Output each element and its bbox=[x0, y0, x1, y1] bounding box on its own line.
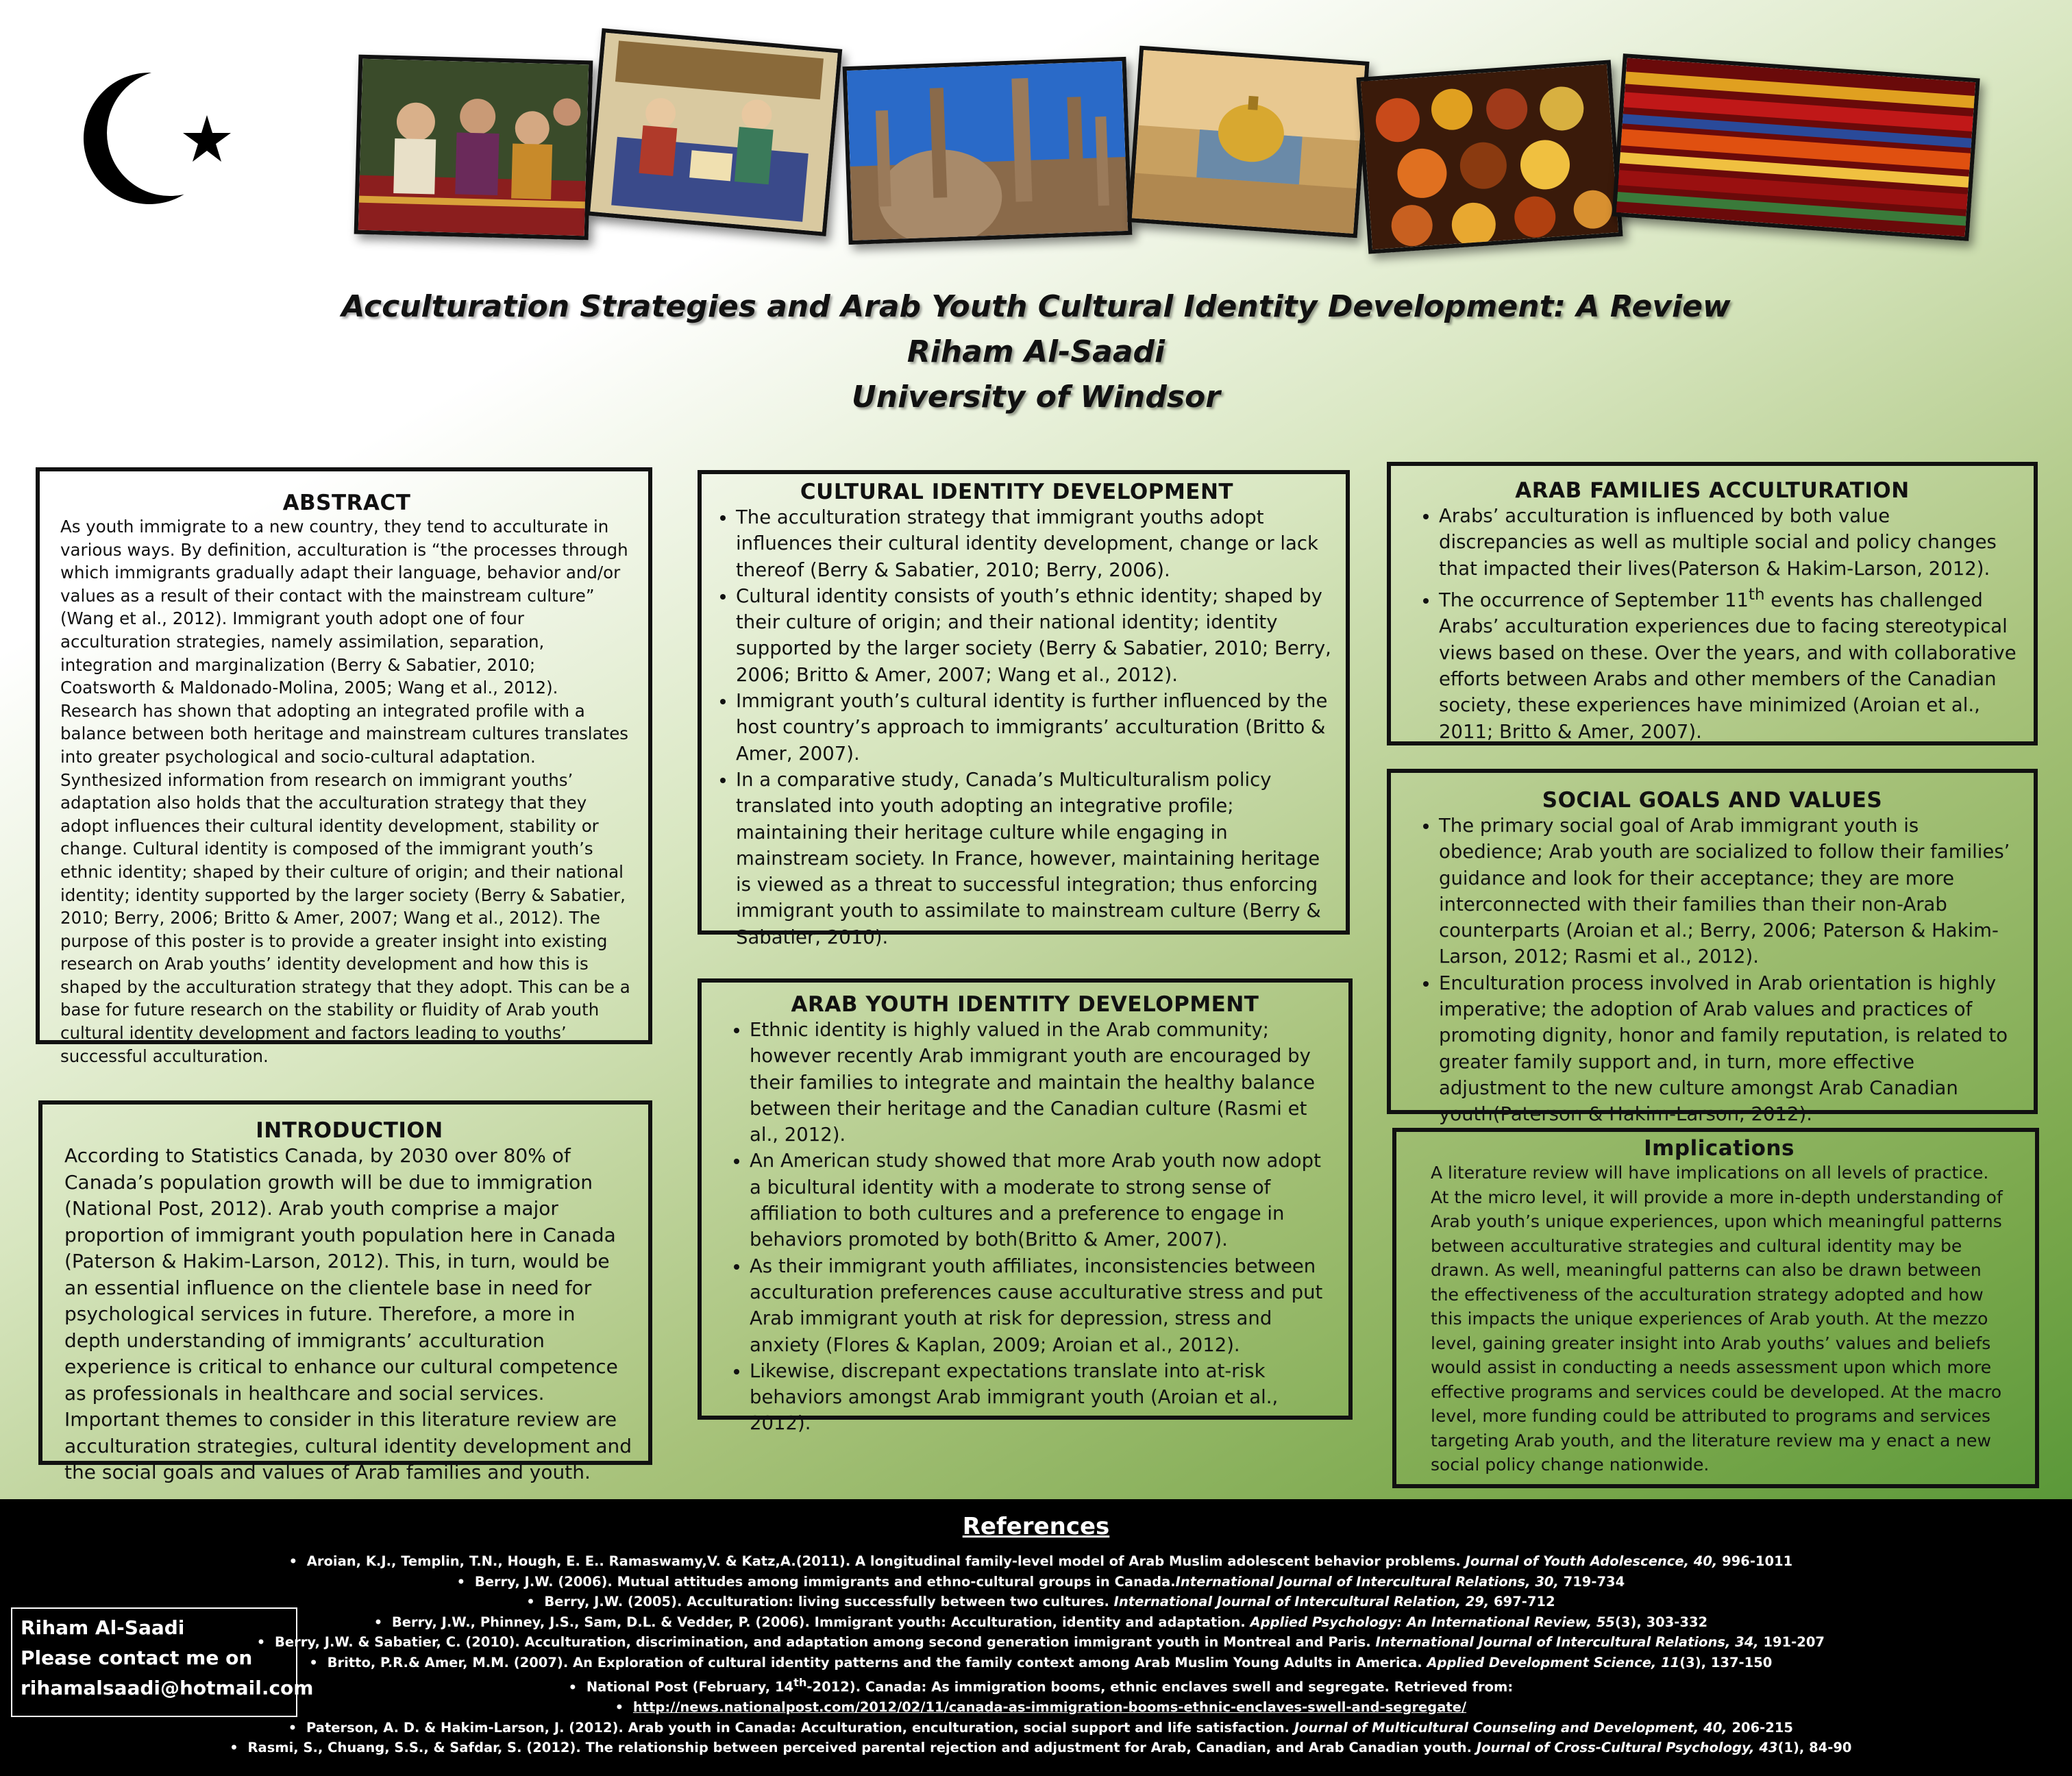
author-name: Riham Al-Saadi bbox=[907, 334, 1166, 369]
list-item: • Berry, J.W. (2005). Acculturation: living successfully between two cultures. International Journal of Intercultural Relation, 29, 697-712 bbox=[526, 1594, 1555, 1610]
contact-line: Please contact me on bbox=[21, 1646, 253, 1669]
women-group-photo bbox=[354, 55, 593, 241]
list-item: • Britto, P.R.& Amer, M.M. (2007). An Exploration of cultural identity patterns and the family context among Arab Muslim Young Adults in America. Applied Development Science, 11(3), 137-150 bbox=[309, 1654, 1773, 1670]
list-item: • An American study showed that more Arab youth now adopt a bicultural identity with a moderate to strong sense of affiliation to both cultures and a preference to engage in behaviors promoted by both(Britto & Amer, 2007). bbox=[750, 1148, 1335, 1253]
abstract-text: As youth immigrate to a new country, they tend to acculturate in various ways. By definition, acculturation is “the processes through which immigrants gradually adapt their language, behavior and/or values as a result of their contact with the mainstream culture” (Wang et al., 2012). Immigrant youth adopt one of four acculturation strategies, namely assimilation, separation, integration and marginalization (Berry & Sabatier, 2010; Coatsworth & Maldonado-Molina, 2005; Wang et al., 2012). Research has shown that adopting an integrated profile with a balance between both heritage and mainstream cultures translates into greater psychological and socio-cultural adaptation. Synthesized information from research on immigrant youths’ adaptation also holds that the acculturation strategy that they adopt influences their cultural identity development, stability or change. Cultural identity is composed of the immigrant youth’s ethnic identity; shaped by their culture of origin; and their national identity; identity supported by the larger society (Berry & Sabatier, 2010; Berry, 2006; Britto & Amer, 2007; Wang et al., 2012). The purpose of this poster is to provide a greater insight into existing research on Arab youths’ identity development and how this is shaped by the acculturation strategy that they adopt. This can be a base for future research on the stability or fluidity of Arab youth cultural identity development and factors leading to youths’ successful acculturation. bbox=[60, 517, 630, 1066]
contact-name: Riham Al-Saadi bbox=[21, 1616, 185, 1639]
list-item: • Aroian, K.J., Templin, T.N., Hough, E. E.. Ramaswamy,V. & Katz,A.(2011). A longitudinal family-level model of Arab Muslim adolescent behavior problems. Journal of Youth Adolescence, 40, 996-1011 bbox=[288, 1553, 1793, 1569]
arab-families-heading: ARAB FAMILIES ACCULTURATION bbox=[1515, 478, 1910, 503]
cultural-identity-box bbox=[698, 470, 1350, 948]
implications-heading: Implications bbox=[1644, 1136, 1795, 1161]
introduction-heading: INTRODUCTION bbox=[256, 1118, 443, 1143]
contact-box bbox=[11, 1607, 314, 1717]
arab-families-box bbox=[1387, 462, 2038, 745]
list-item: • Cultural identity consists of youth’s ethnic identity; shaped by their culture of origin; and their national identity; identity supported by the larger society (Berry & Sabatier, 2010; Berry, 2006; Britto & Amer, 2007; Wang et al., 2012). bbox=[736, 583, 1332, 688]
manuscript-painting-photo bbox=[586, 28, 843, 236]
list-item: • http://news.nationalpost.com/2012/02/11/canada-as-immigration-booms-ethnic-enclaves-swell-and-segregate/ bbox=[615, 1699, 1467, 1715]
item-text: events has challenged Arabs’ acculturation experiences due to facing stereotypical views based on these. Over the years, and with collaborative efforts between Arabs and other members of the Canadian society, these experiences have minimized (Aroian et al., 2011; Britto & Amer, 2007). bbox=[1439, 589, 2017, 743]
list-item: • As their immigrant youth affiliates, inconsistencies between acculturation preferences cause acculturative stress and put Arab immigrant youth at risk for depression, stress and anxiety (Flores & Kaplan, 2009; Aroian et al., 2012). bbox=[750, 1253, 1335, 1358]
social-goals-box bbox=[1387, 769, 2038, 1126]
list-item: • Ethnic identity is highly valued in the Arab community; however recently Arab immigrant youth are encouraged by their families to integrate and maintain the healthy balance between their heritage and the Canadian culture (Rasmi et al., 2012). bbox=[750, 1017, 1335, 1148]
abstract-heading: ABSTRACT bbox=[282, 491, 411, 515]
list-item: • Berry, J.W. & Sabatier, C. (2010). Acculturation, discrimination, and adaptation among second generation immigrant youth in Montreal and Paris. International Journal of Intercultural Relations, 34, 191-207 bbox=[256, 1634, 1825, 1650]
references-list bbox=[0, 1551, 2072, 1758]
poster-title: Acculturation Strategies and Arab Youth Cultural Identity Development: A Review bbox=[341, 289, 1731, 324]
list-item: • Likewise, discrepant expectations translate into at-risk behaviors amongst Arab immigrant youth (Aroian et al., 2012). bbox=[750, 1358, 1335, 1437]
list-item: • Immigrant youth’s cultural identity is further influenced by the host country’s approach to immigrants’ acculturation (Britto & Amer, 2007). bbox=[736, 688, 1332, 767]
introduction-text: According to Statistics Canada, by 2030 over 80% of Canada’s population growth will be due to immigration (National Post, 2012). Arab youth comprise a major proportion of immigrant youth population here in Canada (Paterson & Hakim-Larson, 2012). This, in turn, would be an essential influence on the clientele base in need for psychological services in future. Therefore, a more in depth understanding of immigrants’ acculturation experience is critical to enhance our cultural competence as professionals in healthcare and social services. Important themes to consider in this literature review are acculturation strategies, cultural identity development and the social goals and values of Arab families and youth. bbox=[64, 1144, 632, 1483]
list-item: • The acculturation strategy that immigrant youths adopt influences their cultural identity development, change or lack thereof (Berry & Sabatier, 2010; Berry, 2006). bbox=[736, 504, 1332, 583]
arab-youth-heading: ARAB YOUTH IDENTITY DEVELOPMENT bbox=[791, 992, 1259, 1017]
reference-link[interactable]: http://news.nationalpost.com/2012/02/11/canada-as-immigration-booms-ethnic-enclaves-swell-and-segregate/ bbox=[632, 1699, 1467, 1715]
references-heading: References bbox=[962, 1513, 1110, 1540]
list-item: • Enculturation process involved in Arab orientation is highly imperative; the adoption of Arab values and practices of promoting dignity, honor and family reputation, is related to greater family support and, in turn, more effective adjustment to the new culture amongst Arab Canadian youth(Paterson & Hakim-Larson, 2012). bbox=[1439, 970, 2020, 1128]
list-item: • Rasmi, S., Chuang, S.S., & Safdar, S. (2012). The relationship between perceived parental rejection and adjustment for Arab, Canadian, and Arab Canadian youth. Journal of Cross-Cultural Psychology, 43(1), 84-90 bbox=[230, 1740, 1852, 1755]
list-item: • In a comparative study, Canada’s Multiculturalism policy translated into youth adopting an integrative profile; maintaining their heritage culture while engaging in mainstream society. In France, however, maintaining heritage is viewed as a threat to successful integration; thus enforcing immigrant youth to assimilate to mainstream culture (Berry & Sabatier, 2010). bbox=[736, 767, 1332, 950]
superscript: th bbox=[1749, 585, 1765, 604]
arab-youth-list bbox=[715, 1017, 1335, 1437]
introduction-box bbox=[38, 1100, 652, 1483]
arab-families-list bbox=[1405, 503, 2020, 745]
list-item: • Paterson, A. D. & Hakim-Larson, J. (2012). Arab youth in Canada: Acculturation, enculturation, social support and life satisfaction. Journal of Multicultural Counseling and Development, 40, 206-215 bbox=[288, 1719, 1793, 1736]
crescent-star-icon bbox=[82, 62, 260, 226]
list-item: • Berry, J.W., Phinney, J.S., Sam, D.L. & Vedder, P. (2006). Immigrant youth: Acculturation, identity and adaptation. Applied Psychology: An International Review, 55(3), 303-332 bbox=[373, 1614, 1708, 1630]
implications-box bbox=[1392, 1128, 2039, 1488]
abstract-box bbox=[36, 467, 652, 1066]
list-item: • National Post (February, 14th-2012). Canada: As immigration booms, ethnic enclaves swell and segregate. Retrieved from: bbox=[568, 1676, 1514, 1695]
list-item bbox=[1439, 582, 2020, 745]
contact-email[interactable]: rihamalsaadi@hotmail.com bbox=[21, 1677, 314, 1699]
cultural-identity-list bbox=[702, 504, 1332, 950]
dome-of-the-rock-photo bbox=[1127, 46, 1369, 238]
poster-header bbox=[0, 284, 2072, 420]
list-item: • Berry, J.W. (2006). Mutual attitudes among immigrants and ethno-cultural groups in Canada.International Journal of Intercultural Relations, 30, 719-734 bbox=[456, 1573, 1625, 1590]
references-section bbox=[0, 1499, 2072, 1776]
textiles-photo bbox=[1612, 53, 1980, 241]
institution: University of Windsor bbox=[852, 380, 1220, 415]
cultural-identity-heading: CULTURAL IDENTITY DEVELOPMENT bbox=[800, 480, 1234, 504]
arab-youth-box bbox=[698, 978, 1353, 1435]
list-item: • The primary social goal of Arab immigrant youth is obedience; Arab youth are socialized to follow their families’ guidance and look for their acceptance; they are more interconnected with their families than their non-Arab counterparts (Aroian et al.; Berry, 2006; Paterson & Hakim-Larson, 2012; Rasmi et al., 2012). bbox=[1439, 813, 2020, 970]
social-goals-heading: SOCIAL GOALS AND VALUES bbox=[1542, 788, 1883, 813]
item-text: The occurrence of September 11 bbox=[1439, 589, 1749, 612]
spice-market-photo bbox=[1356, 60, 1623, 254]
implications-text: A literature review will have implications on all levels of practice. At the micro level, it will provide a more in-depth understanding of Arab youth’s unique experiences, upon which meaningful patterns between acculturative strategies and cultural identity may be drawn. As well, meaningful patterns can also be drawn between the effectiveness of the acculturation strategy adopted and how this impacts the unique experiences of Arab youth. At the mezzo level, gaining greater insight into Arab youths’ values and beliefs would assist in conducting a needs assessment upon which more effective programs and services could be developed. At the macro level, more funding could be attributed to programs and services targeting Arab youth, and the literature review ma y enact a new social policy change nationwide. bbox=[1431, 1163, 2003, 1475]
minarets-photo bbox=[843, 57, 1133, 245]
social-goals-list bbox=[1405, 813, 2020, 1128]
list-item: • Arabs’ acculturation is influenced by both value discrepancies as well as multiple social and policy changes that impacted their lives(Paterson & Hakim-Larson, 2012). bbox=[1439, 503, 2020, 582]
